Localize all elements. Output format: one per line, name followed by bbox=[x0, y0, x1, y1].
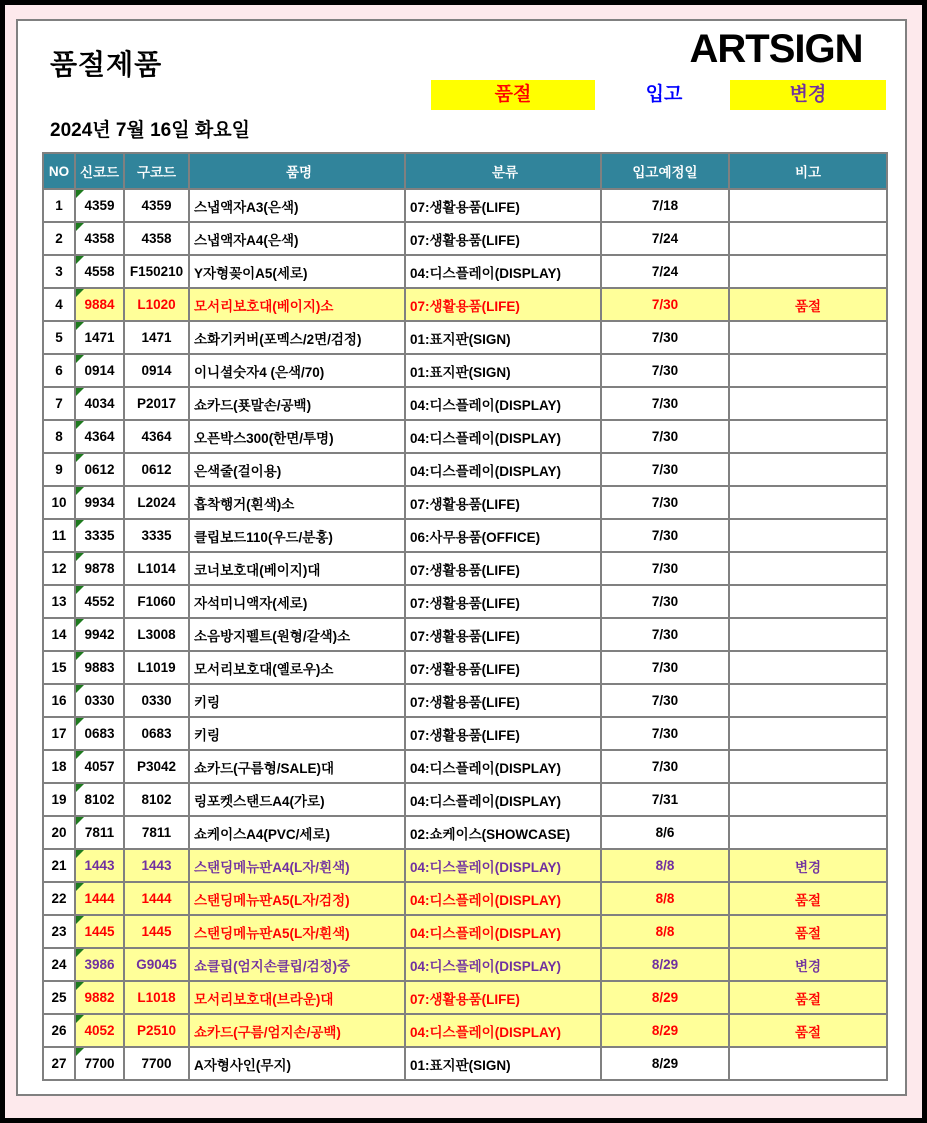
cell-note: 품절 bbox=[729, 882, 887, 915]
cell-name: 클립보드110(우드/분홍) bbox=[189, 519, 405, 552]
table-row bbox=[43, 915, 887, 948]
comment-indicator-icon bbox=[76, 751, 84, 759]
cell-due-date: 7/30 bbox=[601, 354, 729, 387]
cell-old-code: 1443 bbox=[124, 849, 189, 882]
cell-no: 16 bbox=[43, 684, 75, 717]
cell-old-code: L3008 bbox=[124, 618, 189, 651]
cell-category: 04:디스플레이(DISPLAY) bbox=[405, 750, 601, 783]
cell-name: 스탠딩메뉴판A5(L자/검정) bbox=[189, 882, 405, 915]
cell-old-code: 4359 bbox=[124, 189, 189, 222]
comment-indicator-icon bbox=[76, 1048, 84, 1056]
table-row bbox=[43, 1014, 887, 1047]
cell-due-date: 7/30 bbox=[601, 552, 729, 585]
cell-note bbox=[729, 354, 887, 387]
cell-category: 04:디스플레이(DISPLAY) bbox=[405, 387, 601, 420]
table-row bbox=[43, 585, 887, 618]
cell-category: 01:표지판(SIGN) bbox=[405, 321, 601, 354]
cell-due-date: 7/30 bbox=[601, 288, 729, 321]
cell-no: 7 bbox=[43, 387, 75, 420]
cell-no: 6 bbox=[43, 354, 75, 387]
cell-category: 07:생활용품(LIFE) bbox=[405, 684, 601, 717]
cell-no: 15 bbox=[43, 651, 75, 684]
cell-due-date: 8/8 bbox=[601, 849, 729, 882]
cell-old-code: 0330 bbox=[124, 684, 189, 717]
cell-new-code: 4052 bbox=[75, 1014, 124, 1047]
cell-due-date: 7/24 bbox=[601, 222, 729, 255]
date-heading: 2024년 7월 16일 화요일 bbox=[50, 120, 250, 141]
cell-no: 19 bbox=[43, 783, 75, 816]
cell-due-date: 7/24 bbox=[601, 255, 729, 288]
table-row bbox=[43, 552, 887, 585]
cell-no: 25 bbox=[43, 981, 75, 1014]
table-row bbox=[43, 519, 887, 552]
table-row bbox=[43, 948, 887, 981]
cell-old-code: 1445 bbox=[124, 915, 189, 948]
cell-name: 쇼클립(엄지손클립/검정)중 bbox=[189, 948, 405, 981]
cell-note bbox=[729, 321, 887, 354]
cell-name: 스탠딩메뉴판A5(L자/흰색) bbox=[189, 915, 405, 948]
table-row bbox=[43, 453, 887, 486]
table-row bbox=[43, 717, 887, 750]
table-row bbox=[43, 651, 887, 684]
cell-new-code: 8102 bbox=[75, 783, 124, 816]
brand-logo: ARTSIGN bbox=[689, 27, 863, 71]
comment-indicator-icon bbox=[76, 487, 84, 495]
cell-new-code: 0612 bbox=[75, 453, 124, 486]
table-row bbox=[43, 321, 887, 354]
cell-new-code: 4034 bbox=[75, 387, 124, 420]
cell-due-date: 8/6 bbox=[601, 816, 729, 849]
cell-due-date: 7/30 bbox=[601, 750, 729, 783]
cell-new-code: 4552 bbox=[75, 585, 124, 618]
content-box bbox=[16, 19, 907, 1096]
comment-indicator-icon bbox=[76, 256, 84, 264]
cell-note: 품절 bbox=[729, 288, 887, 321]
cell-new-code: 7700 bbox=[75, 1047, 124, 1080]
cell-old-code: 7811 bbox=[124, 816, 189, 849]
comment-indicator-icon bbox=[76, 421, 84, 429]
cell-due-date: 7/30 bbox=[601, 651, 729, 684]
cell-no: 4 bbox=[43, 288, 75, 321]
cell-note: 품절 bbox=[729, 915, 887, 948]
cell-category: 04:디스플레이(DISPLAY) bbox=[405, 948, 601, 981]
cell-new-code: 1444 bbox=[75, 882, 124, 915]
legend-changed-badge: 변경 bbox=[730, 80, 886, 110]
cell-category: 07:생활용품(LIFE) bbox=[405, 486, 601, 519]
cell-new-code: 1443 bbox=[75, 849, 124, 882]
comment-indicator-icon bbox=[76, 520, 84, 528]
cell-due-date: 7/30 bbox=[601, 717, 729, 750]
cell-no: 20 bbox=[43, 816, 75, 849]
cell-due-date: 7/30 bbox=[601, 486, 729, 519]
comment-indicator-icon bbox=[76, 916, 84, 924]
cell-due-date: 8/8 bbox=[601, 915, 729, 948]
column-header-category: 분류 bbox=[405, 153, 601, 189]
table-header-row bbox=[43, 153, 887, 189]
table-row bbox=[43, 189, 887, 222]
cell-category: 07:생활용품(LIFE) bbox=[405, 717, 601, 750]
cell-no: 9 bbox=[43, 453, 75, 486]
cell-category: 04:디스플레이(DISPLAY) bbox=[405, 255, 601, 288]
cell-category: 07:생활용품(LIFE) bbox=[405, 618, 601, 651]
column-header-no: NO bbox=[43, 153, 75, 189]
cell-due-date: 7/30 bbox=[601, 519, 729, 552]
cell-due-date: 7/30 bbox=[601, 684, 729, 717]
comment-indicator-icon bbox=[76, 850, 84, 858]
table-row bbox=[43, 420, 887, 453]
cell-category: 07:생활용품(LIFE) bbox=[405, 585, 601, 618]
table-row bbox=[43, 618, 887, 651]
cell-old-code: L1018 bbox=[124, 981, 189, 1014]
cell-due-date: 7/30 bbox=[601, 420, 729, 453]
cell-name: 흡착행거(흰색)소 bbox=[189, 486, 405, 519]
comment-indicator-icon bbox=[76, 454, 84, 462]
cell-name: A자형사인(무지) bbox=[189, 1047, 405, 1080]
cell-name: 쇼케이스A4(PVC/세로) bbox=[189, 816, 405, 849]
cell-category: 04:디스플레이(DISPLAY) bbox=[405, 783, 601, 816]
cell-name: 쇼카드(푯말손/공백) bbox=[189, 387, 405, 420]
column-header-name: 품명 bbox=[189, 153, 405, 189]
cell-old-code: 4358 bbox=[124, 222, 189, 255]
cell-no: 8 bbox=[43, 420, 75, 453]
cell-new-code: 4057 bbox=[75, 750, 124, 783]
cell-new-code: 1445 bbox=[75, 915, 124, 948]
table-header bbox=[43, 153, 887, 189]
cell-no: 27 bbox=[43, 1047, 75, 1080]
cell-name: 소음방지펠트(원형/갈색)소 bbox=[189, 618, 405, 651]
cell-name: 오픈박스300(한면/투명) bbox=[189, 420, 405, 453]
cell-name: 자석미니액자(세로) bbox=[189, 585, 405, 618]
cell-new-code: 3335 bbox=[75, 519, 124, 552]
cell-note: 변경 bbox=[729, 849, 887, 882]
cell-category: 01:표지판(SIGN) bbox=[405, 354, 601, 387]
comment-indicator-icon bbox=[76, 322, 84, 330]
cell-new-code: 7811 bbox=[75, 816, 124, 849]
cell-no: 11 bbox=[43, 519, 75, 552]
cell-due-date: 8/29 bbox=[601, 1047, 729, 1080]
cell-note bbox=[729, 189, 887, 222]
cell-name: 키링 bbox=[189, 717, 405, 750]
cell-note bbox=[729, 519, 887, 552]
cell-category: 07:생활용품(LIFE) bbox=[405, 651, 601, 684]
cell-note bbox=[729, 387, 887, 420]
cell-old-code: F150210 bbox=[124, 255, 189, 288]
cell-category: 02:쇼케이스(SHOWCASE) bbox=[405, 816, 601, 849]
table-row bbox=[43, 354, 887, 387]
cell-category: 04:디스플레이(DISPLAY) bbox=[405, 453, 601, 486]
cell-note bbox=[729, 486, 887, 519]
cell-no: 5 bbox=[43, 321, 75, 354]
comment-indicator-icon bbox=[76, 1015, 84, 1023]
cell-category: 07:생활용품(LIFE) bbox=[405, 288, 601, 321]
cell-no: 13 bbox=[43, 585, 75, 618]
cell-new-code: 9883 bbox=[75, 651, 124, 684]
cell-note bbox=[729, 618, 887, 651]
cell-new-code: 0330 bbox=[75, 684, 124, 717]
cell-note bbox=[729, 684, 887, 717]
cell-new-code: 4359 bbox=[75, 189, 124, 222]
cell-note bbox=[729, 420, 887, 453]
cell-category: 04:디스플레이(DISPLAY) bbox=[405, 882, 601, 915]
cell-new-code: 4358 bbox=[75, 222, 124, 255]
column-header-new-code: 신코드 bbox=[75, 153, 124, 189]
cell-due-date: 7/30 bbox=[601, 585, 729, 618]
comment-indicator-icon bbox=[76, 949, 84, 957]
cell-no: 2 bbox=[43, 222, 75, 255]
cell-name: 이니셜숫자4 (은색/70) bbox=[189, 354, 405, 387]
cell-name: 스냅액자A3(은색) bbox=[189, 189, 405, 222]
table-row bbox=[43, 222, 887, 255]
cell-old-code: L1020 bbox=[124, 288, 189, 321]
cell-no: 23 bbox=[43, 915, 75, 948]
cell-category: 04:디스플레이(DISPLAY) bbox=[405, 1014, 601, 1047]
cell-note bbox=[729, 552, 887, 585]
comment-indicator-icon bbox=[76, 190, 84, 198]
cell-name: 키링 bbox=[189, 684, 405, 717]
cell-new-code: 4364 bbox=[75, 420, 124, 453]
cell-new-code: 9878 bbox=[75, 552, 124, 585]
table-row bbox=[43, 387, 887, 420]
cell-category: 04:디스플레이(DISPLAY) bbox=[405, 915, 601, 948]
comment-indicator-icon bbox=[76, 388, 84, 396]
column-header-due-date: 입고예정일 bbox=[601, 153, 729, 189]
cell-note bbox=[729, 750, 887, 783]
table-row bbox=[43, 783, 887, 816]
cell-note bbox=[729, 1047, 887, 1080]
cell-note: 품절 bbox=[729, 1014, 887, 1047]
cell-note: 변경 bbox=[729, 948, 887, 981]
cell-new-code: 0914 bbox=[75, 354, 124, 387]
cell-category: 06:사무용품(OFFICE) bbox=[405, 519, 601, 552]
table-row bbox=[43, 849, 887, 882]
cell-category: 04:디스플레이(DISPLAY) bbox=[405, 420, 601, 453]
cell-name: 코너보호대(베이지)대 bbox=[189, 552, 405, 585]
page-title: 품절제품 bbox=[50, 49, 163, 80]
cell-old-code: 7700 bbox=[124, 1047, 189, 1080]
cell-note: 품절 bbox=[729, 981, 887, 1014]
cell-old-code: L1019 bbox=[124, 651, 189, 684]
cell-old-code: P2017 bbox=[124, 387, 189, 420]
column-header-note: 비고 bbox=[729, 153, 887, 189]
table-row bbox=[43, 816, 887, 849]
cell-no: 22 bbox=[43, 882, 75, 915]
comment-indicator-icon bbox=[76, 718, 84, 726]
cell-due-date: 8/29 bbox=[601, 981, 729, 1014]
column-header-old-code: 구코드 bbox=[124, 153, 189, 189]
cell-name: 모서리보호대(베이지)소 bbox=[189, 288, 405, 321]
legend-soldout-badge: 품절 bbox=[431, 80, 595, 110]
cell-due-date: 8/29 bbox=[601, 948, 729, 981]
cell-name: Y자형꽂이A5(세로) bbox=[189, 255, 405, 288]
cell-no: 24 bbox=[43, 948, 75, 981]
comment-indicator-icon bbox=[76, 817, 84, 825]
cell-no: 1 bbox=[43, 189, 75, 222]
table-row bbox=[43, 288, 887, 321]
cell-note bbox=[729, 585, 887, 618]
comment-indicator-icon bbox=[76, 553, 84, 561]
cell-category: 07:생활용품(LIFE) bbox=[405, 222, 601, 255]
cell-note bbox=[729, 717, 887, 750]
comment-indicator-icon bbox=[76, 355, 84, 363]
cell-due-date: 8/29 bbox=[601, 1014, 729, 1047]
comment-indicator-icon bbox=[76, 883, 84, 891]
comment-indicator-icon bbox=[76, 586, 84, 594]
cell-old-code: L1014 bbox=[124, 552, 189, 585]
cell-new-code: 9882 bbox=[75, 981, 124, 1014]
cell-note bbox=[729, 255, 887, 288]
cell-due-date: 7/30 bbox=[601, 453, 729, 486]
cell-name: 소화기커버(포멕스/2면/검정) bbox=[189, 321, 405, 354]
cell-old-code: 1471 bbox=[124, 321, 189, 354]
cell-old-code: P2510 bbox=[124, 1014, 189, 1047]
cell-due-date: 7/30 bbox=[601, 387, 729, 420]
table-row bbox=[43, 684, 887, 717]
product-table-body bbox=[43, 189, 887, 1080]
comment-indicator-icon bbox=[76, 223, 84, 231]
cell-category: 07:생활용품(LIFE) bbox=[405, 552, 601, 585]
cell-old-code: 4364 bbox=[124, 420, 189, 453]
cell-category: 07:생활용품(LIFE) bbox=[405, 981, 601, 1014]
cell-name: 모서리보호대(브라운)대 bbox=[189, 981, 405, 1014]
table-row bbox=[43, 255, 887, 288]
table-row bbox=[43, 486, 887, 519]
cell-old-code: 1444 bbox=[124, 882, 189, 915]
table-row bbox=[43, 750, 887, 783]
cell-old-code: L2024 bbox=[124, 486, 189, 519]
cell-name: 은색줄(걸이용) bbox=[189, 453, 405, 486]
cell-category: 04:디스플레이(DISPLAY) bbox=[405, 849, 601, 882]
cell-name: 스냅액자A4(은색) bbox=[189, 222, 405, 255]
cell-note bbox=[729, 783, 887, 816]
cell-new-code: 9884 bbox=[75, 288, 124, 321]
cell-due-date: 7/30 bbox=[601, 618, 729, 651]
cell-no: 14 bbox=[43, 618, 75, 651]
cell-name: 모서리보호대(옐로우)소 bbox=[189, 651, 405, 684]
cell-due-date: 7/30 bbox=[601, 321, 729, 354]
cell-no: 10 bbox=[43, 486, 75, 519]
cell-old-code: 3335 bbox=[124, 519, 189, 552]
cell-old-code: F1060 bbox=[124, 585, 189, 618]
cell-new-code: 9942 bbox=[75, 618, 124, 651]
cell-no: 3 bbox=[43, 255, 75, 288]
cell-due-date: 8/8 bbox=[601, 882, 729, 915]
comment-indicator-icon bbox=[76, 652, 84, 660]
cell-no: 21 bbox=[43, 849, 75, 882]
cell-old-code: P3042 bbox=[124, 750, 189, 783]
cell-new-code: 1471 bbox=[75, 321, 124, 354]
cell-old-code: 0612 bbox=[124, 453, 189, 486]
cell-new-code: 0683 bbox=[75, 717, 124, 750]
cell-note bbox=[729, 816, 887, 849]
cell-no: 18 bbox=[43, 750, 75, 783]
comment-indicator-icon bbox=[76, 982, 84, 990]
cell-name: 스탠딩메뉴판A4(L자/흰색) bbox=[189, 849, 405, 882]
comment-indicator-icon bbox=[76, 619, 84, 627]
table-row bbox=[43, 1047, 887, 1080]
cell-old-code: 0683 bbox=[124, 717, 189, 750]
cell-name: 쇼카드(구름/엄지손/공백) bbox=[189, 1014, 405, 1047]
cell-due-date: 7/31 bbox=[601, 783, 729, 816]
cell-category: 01:표지판(SIGN) bbox=[405, 1047, 601, 1080]
table-row bbox=[43, 882, 887, 915]
cell-old-code: 0914 bbox=[124, 354, 189, 387]
comment-indicator-icon bbox=[76, 685, 84, 693]
cell-note bbox=[729, 453, 887, 486]
cell-old-code: 8102 bbox=[124, 783, 189, 816]
cell-new-code: 4558 bbox=[75, 255, 124, 288]
comment-indicator-icon bbox=[76, 784, 84, 792]
cell-due-date: 7/18 bbox=[601, 189, 729, 222]
cell-new-code: 3986 bbox=[75, 948, 124, 981]
cell-old-code: G9045 bbox=[124, 948, 189, 981]
cell-no: 26 bbox=[43, 1014, 75, 1047]
cell-note bbox=[729, 222, 887, 255]
table-row bbox=[43, 981, 887, 1014]
cell-name: 쇼카드(구름형/SALE)대 bbox=[189, 750, 405, 783]
product-table bbox=[42, 152, 888, 1081]
cell-new-code: 9934 bbox=[75, 486, 124, 519]
comment-indicator-icon bbox=[76, 289, 84, 297]
cell-no: 17 bbox=[43, 717, 75, 750]
legend-arrival-badge: 입고 bbox=[645, 84, 683, 105]
cell-name: 링포켓스탠드A4(가로) bbox=[189, 783, 405, 816]
cell-note bbox=[729, 651, 887, 684]
cell-category: 07:생활용품(LIFE) bbox=[405, 189, 601, 222]
cell-no: 12 bbox=[43, 552, 75, 585]
